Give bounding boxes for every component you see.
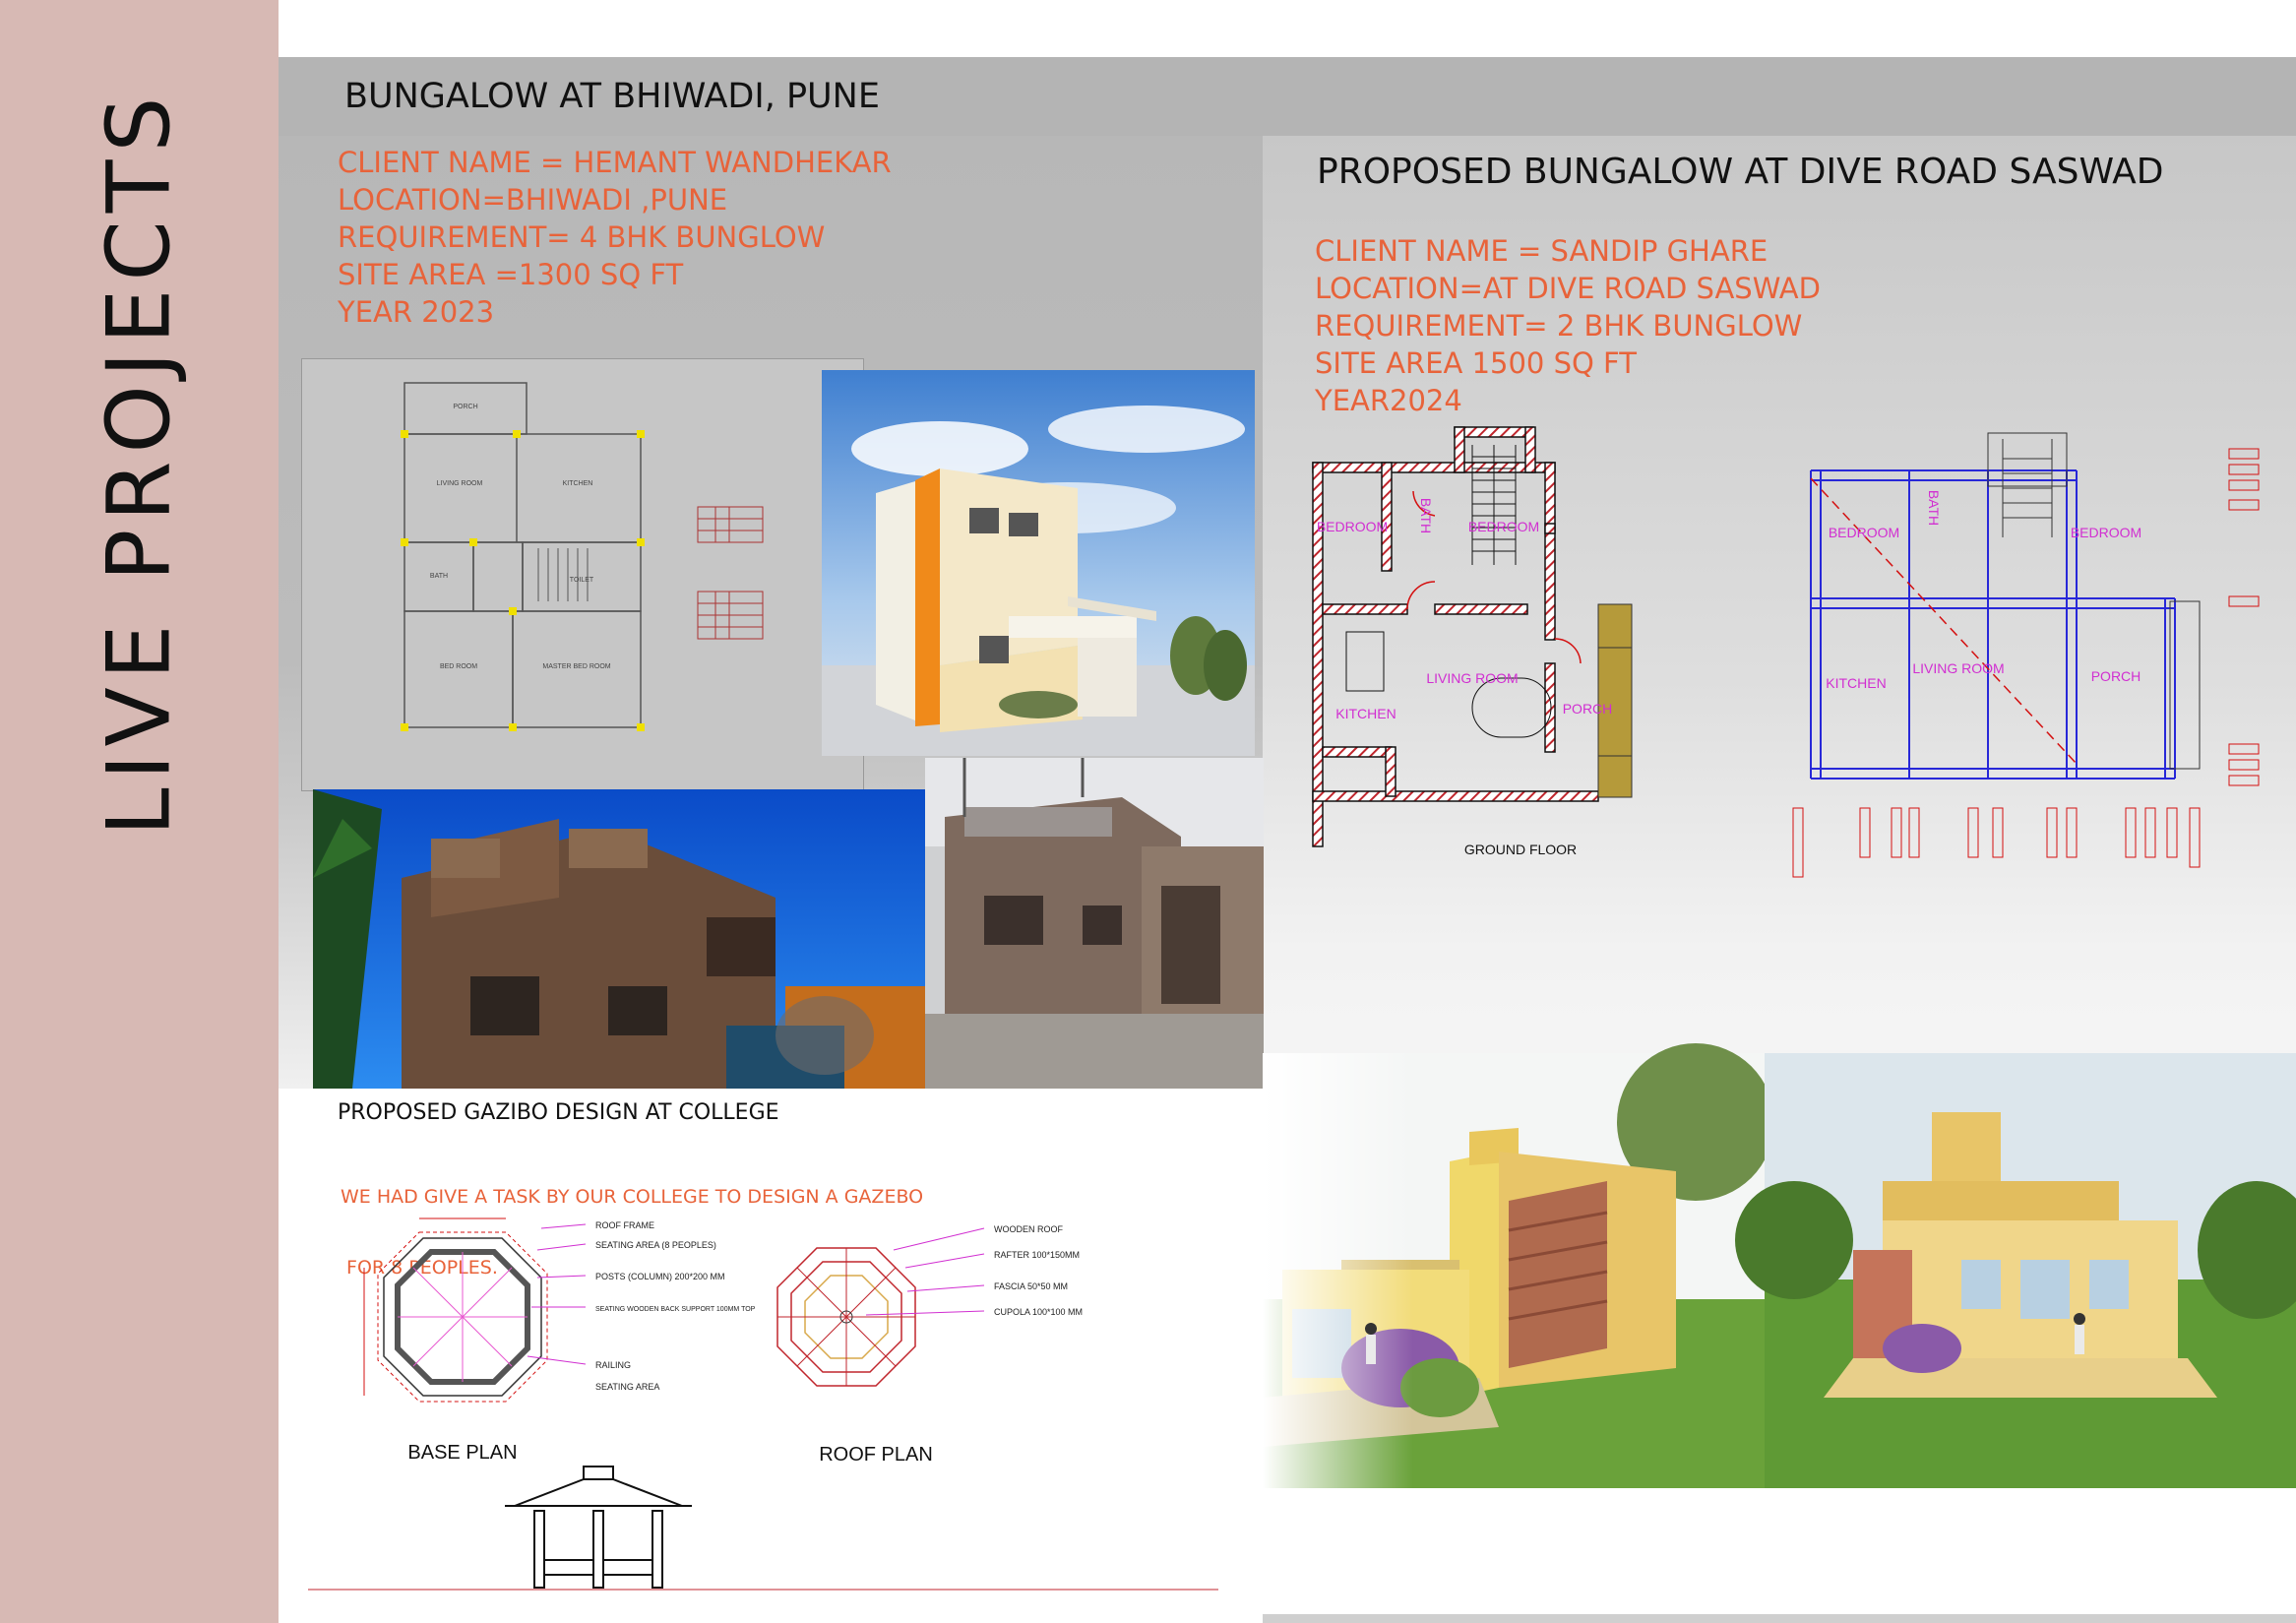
project1-3d-render — [822, 370, 1255, 756]
project2-ground-floor-plan — [1307, 417, 1740, 857]
person-icon — [1365, 1323, 1377, 1364]
tree-icon — [1735, 1181, 1853, 1299]
project1-floor-plan — [301, 358, 864, 791]
project1-year: YEAR 2023 — [338, 295, 495, 329]
sidebar — [0, 0, 279, 1623]
project2-render-2 — [1765, 1053, 2296, 1488]
gazebo-elevation — [308, 1462, 1218, 1594]
svg-text:KITCHEN: KITCHEN — [562, 480, 593, 487]
plan-bath: BATH — [1418, 497, 1434, 534]
struct-porch: PORCH — [2090, 668, 2141, 684]
gazebo-note-roof-frame: ROOF FRAME — [595, 1220, 654, 1230]
project1-details — [338, 144, 892, 331]
gazebo-desc-line1: WE HAD GIVE A TASK BY OUR COLLEGE TO DESIGN A GAZEBO — [341, 1186, 924, 1208]
project1-site-photo-2 — [925, 758, 1264, 1089]
project2-site-area: SITE AREA 1500 SQ FT — [1315, 346, 1637, 380]
gazebo-roof-plan — [758, 1209, 1122, 1465]
gazebo-note-seating-area: SEATING AREA — [595, 1382, 660, 1392]
plan-bedroom-2: BEDROOM — [1467, 519, 1540, 534]
project1-site-photo-1 — [313, 789, 925, 1089]
struct-kitchen: KITCHEN — [1826, 675, 1887, 691]
project2-year: YEAR2024 — [1315, 384, 1462, 417]
gazebo-note-back-support: SEATING WOODEN BACK SUPPORT 100MM TOP — [595, 1306, 756, 1313]
gazebo-note-seating: SEATING AREA (8 PEOPLES) — [595, 1240, 716, 1250]
svg-text:TOILET: TOILET — [569, 577, 594, 584]
svg-text:BATH: BATH — [429, 573, 449, 580]
struct-living-room: LIVING ROOM — [1912, 660, 2005, 676]
roof-note-cupola: CUPOLA 100*100 MM — [994, 1307, 1084, 1317]
roof-note-rafter: RAFTER 100*150MM — [994, 1250, 1081, 1260]
roof-plan-label: ROOF PLAN — [819, 1444, 933, 1466]
gazebo-note-posts: POSTS (COLUMN) 200*200 MM — [595, 1272, 725, 1281]
struct-bedroom-2: BEDROOM — [2070, 525, 2142, 540]
struct-bedroom-1: BEDROOM — [1828, 525, 1900, 540]
gazebo-base-plan — [344, 1209, 756, 1465]
project2-location: LOCATION=AT DIVE ROAD SASWAD — [1315, 272, 1821, 305]
svg-text:LIVING ROOM: LIVING ROOM — [436, 480, 483, 487]
sidebar-title: LIVE PROJECTS — [88, 89, 190, 837]
roof-note-wooden-roof: WOODEN ROOF — [994, 1224, 1063, 1234]
svg-text:PORCH: PORCH — [453, 404, 478, 410]
plan-living-room: LIVING ROOM — [1426, 670, 1519, 686]
ground-floor-label: GROUND FLOOR — [1463, 842, 1578, 857]
project1-requirement: REQUIREMENT= 4 BHK BUNGLOW — [338, 220, 826, 254]
project1-title: BUNGALOW AT BHIWADI, PUNE — [344, 77, 880, 116]
project2-title: PROPOSED BUNGALOW AT DIVE ROAD SASWAD — [1317, 152, 2164, 192]
struct-bath: BATH — [1926, 489, 1942, 527]
svg-text:BED ROOM: BED ROOM — [439, 663, 478, 670]
gazebo-desc-line2: FOR 8 PEOPLES. — [341, 1257, 498, 1279]
project2-structural-plan — [1781, 429, 2264, 882]
plan-kitchen: KITCHEN — [1335, 706, 1396, 721]
roof-note-fascia: FASCIA 50*50 MM — [994, 1281, 1069, 1291]
plan-porch: PORCH — [1562, 701, 1613, 717]
base-plan-label: BASE PLAN — [407, 1442, 518, 1464]
plan-bedroom-1: BEDROOM — [1316, 519, 1389, 534]
project1-location: LOCATION=BHIWADI ,PUNE — [338, 183, 728, 217]
bottom-strip — [1263, 1614, 2296, 1623]
project2-render-1 — [1263, 1053, 1765, 1488]
project2-requirement: REQUIREMENT= 2 BHK BUNGLOW — [1315, 309, 1803, 343]
project1-client: CLIENT NAME = HEMANT WANDHEKAR — [338, 146, 892, 179]
project2-details — [1315, 232, 1821, 419]
gazebo-note-railing: RAILING — [595, 1360, 632, 1370]
person-icon-2 — [2074, 1313, 2085, 1354]
svg-text:MASTER BED ROOM: MASTER BED ROOM — [542, 663, 611, 670]
project1-site-area: SITE AREA =1300 SQ FT — [338, 258, 684, 291]
project2-client: CLIENT NAME = SANDIP GHARE — [1315, 234, 1769, 268]
gazebo-title: PROPOSED GAZIBO DESIGN AT COLLEGE — [338, 1100, 779, 1125]
